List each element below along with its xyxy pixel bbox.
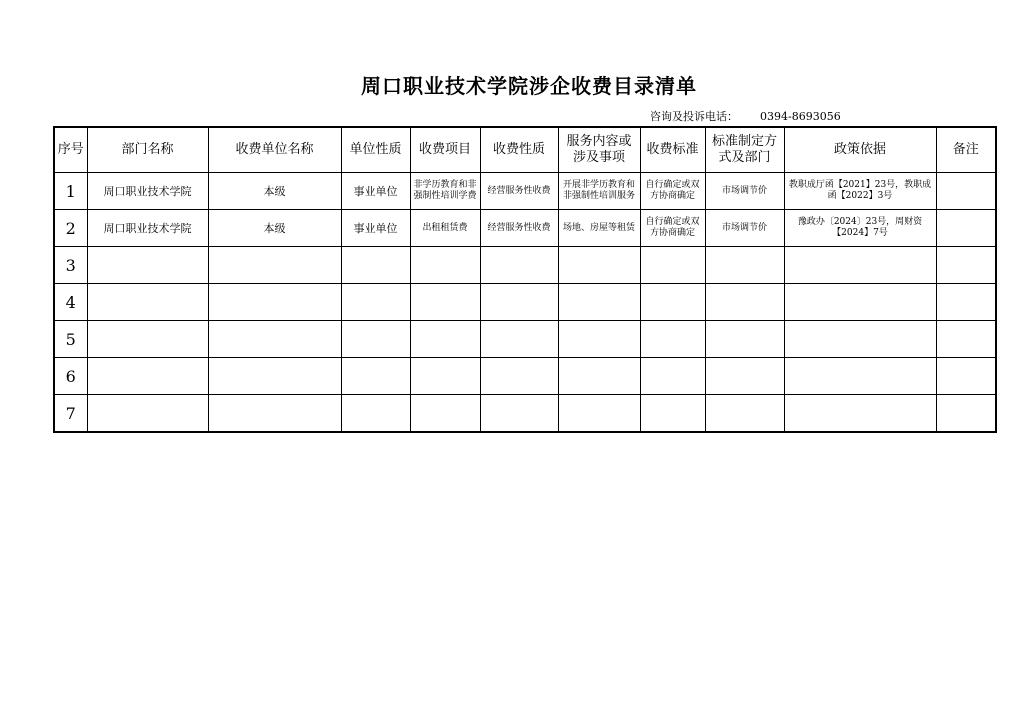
cell-empty xyxy=(640,321,705,358)
cell-standard: 自行确定或双方协商确定 xyxy=(640,210,705,247)
header-nature: 单位性质 xyxy=(341,127,410,173)
cell-item: 出租租赁费 xyxy=(410,210,480,247)
cell-nature: 事业单位 xyxy=(341,173,410,210)
table-row xyxy=(54,395,996,433)
cell-empty xyxy=(558,395,640,433)
cell-basis: 教职成厅函【2021】23号，教职成函【2022】3号 xyxy=(784,173,936,210)
cell-empty xyxy=(208,321,341,358)
cell-empty xyxy=(705,284,784,321)
cell-empty xyxy=(784,395,936,433)
cell-empty xyxy=(480,321,558,358)
cell-standard: 自行确定或双方协商确定 xyxy=(640,173,705,210)
header-index: 序号 xyxy=(54,127,87,173)
cell-empty xyxy=(410,321,480,358)
table-row xyxy=(54,247,996,284)
cell-basis: 豫政办〔2024〕23号，周财资【2024】7号 xyxy=(784,210,936,247)
contact-phone: 0394-8693056 xyxy=(760,110,841,123)
table-row xyxy=(54,284,996,321)
cell-empty xyxy=(640,395,705,433)
cell-empty xyxy=(705,395,784,433)
cell-unit: 本级 xyxy=(208,210,341,247)
cell-empty xyxy=(640,284,705,321)
header-department: 部门名称 xyxy=(87,127,208,173)
cell-empty xyxy=(784,284,936,321)
cell-fee-nature: 经营服务性收费 xyxy=(480,173,558,210)
cell-empty xyxy=(410,395,480,433)
cell-empty xyxy=(705,321,784,358)
cell-method: 市场调节价 xyxy=(705,173,784,210)
header-remark: 备注 xyxy=(936,127,996,173)
contact-label: 咨询及投诉电话： xyxy=(650,110,738,123)
cell-empty xyxy=(87,321,208,358)
cell-empty xyxy=(341,395,410,433)
cell-method: 市场调节价 xyxy=(705,210,784,247)
cell-fee-nature: 经营服务性收费 xyxy=(480,210,558,247)
cell-remark xyxy=(936,173,996,210)
table-row xyxy=(54,173,996,210)
cell-empty xyxy=(784,358,936,395)
cell-index: 5 xyxy=(54,321,87,358)
cell-empty xyxy=(558,284,640,321)
cell-empty xyxy=(87,284,208,321)
cell-index: 2 xyxy=(54,210,87,247)
contact-line xyxy=(650,108,841,124)
cell-empty xyxy=(705,247,784,284)
cell-empty xyxy=(341,284,410,321)
cell-empty xyxy=(480,395,558,433)
header-item: 收费项目 xyxy=(410,127,480,173)
header-row xyxy=(54,127,996,173)
cell-department: 周口职业技术学院 xyxy=(87,173,208,210)
cell-empty xyxy=(640,358,705,395)
cell-empty xyxy=(341,358,410,395)
header-unit: 收费单位名称 xyxy=(208,127,341,173)
cell-service: 场地、房屋等租赁 xyxy=(558,210,640,247)
cell-empty xyxy=(410,247,480,284)
cell-empty xyxy=(480,247,558,284)
cell-empty xyxy=(936,358,996,395)
page-title: 周口职业技术学院涉企收费目录清单 xyxy=(361,74,697,98)
cell-empty xyxy=(640,247,705,284)
cell-empty xyxy=(87,247,208,284)
header-basis: 政策依据 xyxy=(784,127,936,173)
cell-index: 6 xyxy=(54,358,87,395)
cell-empty xyxy=(480,358,558,395)
cell-nature: 事业单位 xyxy=(341,210,410,247)
cell-empty xyxy=(410,358,480,395)
cell-empty xyxy=(341,321,410,358)
cell-empty xyxy=(341,247,410,284)
cell-index: 7 xyxy=(54,395,87,433)
cell-empty xyxy=(208,247,341,284)
header-method: 标准制定方式及部门 xyxy=(705,127,784,173)
fee-table xyxy=(53,126,997,433)
cell-empty xyxy=(208,284,341,321)
cell-empty xyxy=(784,247,936,284)
cell-unit: 本级 xyxy=(208,173,341,210)
cell-empty xyxy=(558,247,640,284)
cell-empty xyxy=(784,321,936,358)
cell-empty xyxy=(936,247,996,284)
header-fee-nature: 收费性质 xyxy=(480,127,558,173)
header-service: 服务内容或涉及事项 xyxy=(558,127,640,173)
header-standard: 收费标准 xyxy=(640,127,705,173)
cell-remark xyxy=(936,210,996,247)
cell-empty xyxy=(705,358,784,395)
cell-item: 非学历教育和非强制性培训学费 xyxy=(410,173,480,210)
cell-empty xyxy=(558,321,640,358)
cell-empty xyxy=(87,395,208,433)
cell-index: 3 xyxy=(54,247,87,284)
cell-empty xyxy=(936,395,996,433)
cell-department: 周口职业技术学院 xyxy=(87,210,208,247)
table-row xyxy=(54,321,996,358)
table-row xyxy=(54,210,996,247)
cell-empty xyxy=(208,395,341,433)
cell-empty xyxy=(480,284,558,321)
cell-index: 1 xyxy=(54,173,87,210)
cell-empty xyxy=(558,358,640,395)
cell-empty xyxy=(410,284,480,321)
table-row xyxy=(54,358,996,395)
cell-empty xyxy=(936,321,996,358)
cell-service: 开展非学历教育和非强制性培训服务 xyxy=(558,173,640,210)
cell-empty xyxy=(87,358,208,395)
cell-empty xyxy=(936,284,996,321)
cell-empty xyxy=(208,358,341,395)
cell-index: 4 xyxy=(54,284,87,321)
